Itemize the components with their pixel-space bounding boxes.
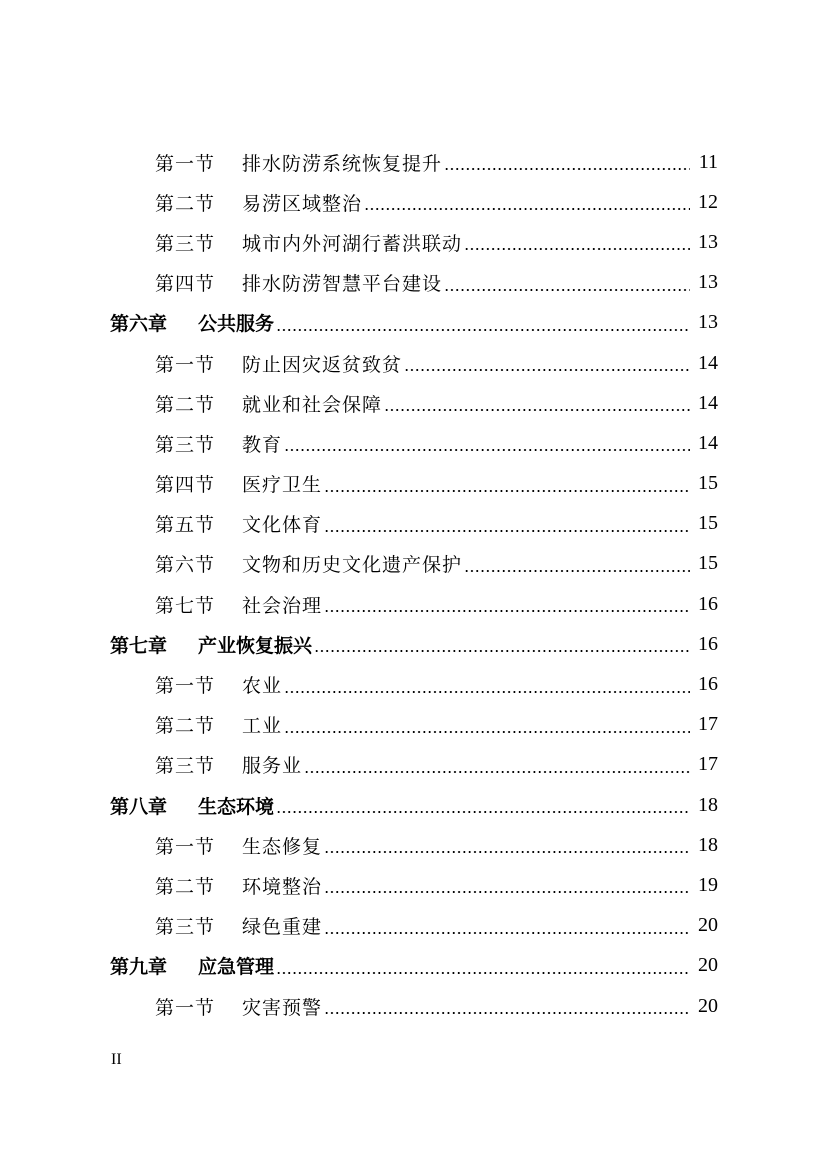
- toc-entry[interactable]: [0, 745, 826, 785]
- toc-entry[interactable]: [0, 182, 826, 222]
- toc-entry-page: 20: [698, 994, 718, 1017]
- toc-entry-number: 第一节: [155, 835, 216, 858]
- toc-entry-title: 城市内外河湖行蓄洪联动: [242, 232, 463, 255]
- toc-chapter-number: 第九章: [110, 956, 168, 979]
- toc-chapter-title: 公共服务: [198, 313, 275, 336]
- toc-entry-title: 排水防涝智慧平台建设: [242, 273, 443, 296]
- toc-entry-number: 第三节: [155, 433, 216, 456]
- toc-entry-number: 第一节: [155, 353, 216, 376]
- dot-leader: [384, 392, 690, 414]
- dot-leader: [284, 674, 690, 696]
- dot-leader: [324, 473, 690, 495]
- toc-entry-title: 文化体育: [242, 514, 323, 537]
- toc-entry-page: 15: [698, 512, 718, 535]
- table-of-contents: [0, 142, 826, 1026]
- toc-chapter-title: 应急管理: [198, 956, 275, 979]
- toc-entry-page: 17: [698, 753, 718, 776]
- toc-entry[interactable]: [0, 664, 826, 704]
- toc-entry-page: 14: [698, 351, 718, 374]
- dot-leader: [284, 714, 690, 736]
- toc-entry-title: 文物和历史文化遗产保护: [242, 554, 463, 577]
- toc-entry-title: 医疗卫生: [242, 474, 323, 497]
- dot-leader: [324, 593, 690, 615]
- toc-entry-page: 16: [698, 592, 718, 615]
- dot-leader: [324, 915, 690, 937]
- toc-entry-title: 服务业: [242, 755, 303, 778]
- dot-leader: [276, 312, 690, 334]
- toc-chapter-entry[interactable]: [0, 303, 826, 343]
- dot-leader: [444, 272, 690, 294]
- toc-entry[interactable]: [0, 865, 826, 905]
- toc-entry-title: 灾害预警: [242, 996, 323, 1019]
- toc-entry-title: 社会治理: [242, 594, 323, 617]
- toc-entry[interactable]: [0, 222, 826, 262]
- toc-entry-title: 农业: [242, 675, 283, 698]
- toc-entry-title: 易涝区域整治: [242, 192, 363, 215]
- dot-leader: [404, 352, 690, 374]
- toc-chapter-entry[interactable]: [0, 785, 826, 825]
- toc-entry-title: 排水防涝系统恢复提升: [242, 152, 443, 175]
- toc-entry-page: 15: [698, 472, 718, 495]
- toc-entry-number: 第七节: [155, 594, 216, 617]
- toc-entry-title: 工业: [242, 715, 283, 738]
- toc-entry-page: 13: [698, 271, 718, 294]
- toc-entry-number: 第一节: [155, 675, 216, 698]
- toc-entry-page: 16: [698, 673, 718, 696]
- toc-entry-number: 第三节: [155, 232, 216, 255]
- toc-chapter-number: 第六章: [110, 313, 168, 336]
- dot-leader: [444, 151, 690, 173]
- toc-entry-number: 第二节: [155, 875, 216, 898]
- toc-chapter-title: 产业恢复振兴: [198, 634, 313, 657]
- toc-entry[interactable]: [0, 544, 826, 584]
- toc-entry-page: 11: [698, 150, 718, 173]
- toc-entry-page: 16: [698, 632, 718, 655]
- toc-chapter-number: 第八章: [110, 795, 168, 818]
- toc-entry[interactable]: [0, 343, 826, 383]
- toc-entry[interactable]: [0, 906, 826, 946]
- toc-entry-title: 防止因灾返贫致贫: [242, 353, 403, 376]
- toc-entry-number: 第一节: [155, 152, 216, 175]
- toc-entry-number: 第二节: [155, 393, 216, 416]
- toc-entry-page: 12: [698, 190, 718, 213]
- toc-entry-title: 就业和社会保障: [242, 393, 383, 416]
- toc-entry-number: 第二节: [155, 715, 216, 738]
- toc-entry-number: 第三节: [155, 755, 216, 778]
- toc-entry-number: 第二节: [155, 192, 216, 215]
- toc-entry-page: 13: [698, 230, 718, 253]
- dot-leader: [324, 874, 690, 896]
- toc-chapter-title: 生态环境: [198, 795, 275, 818]
- dot-leader: [464, 231, 690, 253]
- toc-chapter-entry[interactable]: [0, 624, 826, 664]
- dot-leader: [464, 553, 690, 575]
- toc-entry[interactable]: [0, 986, 826, 1026]
- toc-entry-page: 14: [698, 431, 718, 454]
- toc-entry-page: 17: [698, 713, 718, 736]
- dot-leader: [364, 191, 690, 213]
- toc-entry[interactable]: [0, 263, 826, 303]
- toc-entry-number: 第五节: [155, 514, 216, 537]
- toc-entry-number: 第四节: [155, 474, 216, 497]
- page-number-footer: II: [111, 1051, 122, 1068]
- toc-entry[interactable]: [0, 504, 826, 544]
- toc-chapter-number: 第七章: [110, 634, 168, 657]
- toc-entry-title: 绿色重建: [242, 916, 323, 939]
- toc-chapter-entry[interactable]: [0, 946, 826, 986]
- toc-entry-page: 20: [698, 914, 718, 937]
- toc-entry[interactable]: [0, 464, 826, 504]
- toc-entry-page: 18: [698, 793, 718, 816]
- dot-leader: [324, 995, 690, 1017]
- dot-leader: [324, 513, 690, 535]
- toc-entry-page: 15: [698, 552, 718, 575]
- toc-entry-page: 19: [698, 873, 718, 896]
- toc-entry[interactable]: [0, 383, 826, 423]
- toc-entry-page: 14: [698, 391, 718, 414]
- toc-entry-title: 环境整治: [242, 875, 323, 898]
- toc-entry-title: 教育: [242, 433, 283, 456]
- toc-entry-number: 第三节: [155, 916, 216, 939]
- dot-leader: [276, 794, 690, 816]
- toc-entry-page: 20: [698, 954, 718, 977]
- toc-entry-title: 生态修复: [242, 835, 323, 858]
- toc-entry[interactable]: [0, 584, 826, 624]
- toc-entry[interactable]: [0, 825, 826, 865]
- dot-leader: [324, 834, 690, 856]
- toc-entry-page: 18: [698, 833, 718, 856]
- toc-entry-number: 第六节: [155, 554, 216, 577]
- toc-entry[interactable]: [0, 142, 826, 182]
- toc-entry-number: 第四节: [155, 273, 216, 296]
- dot-leader: [304, 754, 690, 776]
- dot-leader: [276, 955, 690, 977]
- toc-entry[interactable]: [0, 705, 826, 745]
- toc-entry-page: 13: [698, 311, 718, 334]
- toc-entry-number: 第一节: [155, 996, 216, 1019]
- dot-leader: [314, 633, 690, 655]
- toc-entry[interactable]: [0, 423, 826, 463]
- dot-leader: [284, 432, 690, 454]
